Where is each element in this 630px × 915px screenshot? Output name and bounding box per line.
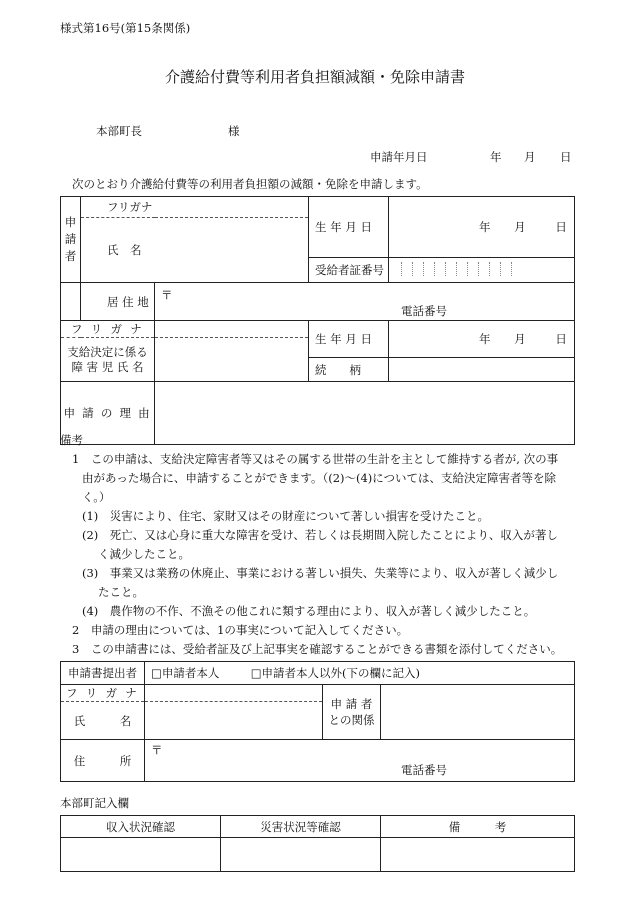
note-1b: 由があった場合に、申請することができます。（(2)～(4)については、支給決定障害者等を除 [82,471,557,485]
application-date-label: 申請年月日 [370,150,428,164]
office-table [60,815,575,872]
option-other-checkbox[interactable]: □申請者本人以外(下の欄に記入) [250,666,421,680]
applicant-table [60,196,575,445]
office-col-remarks: 備 考 [381,816,575,838]
applicant-furigana-field[interactable] [155,197,309,218]
office-col-disaster: 災害状況等確認 [221,816,381,838]
submitter-furigana-field[interactable] [145,685,323,702]
applicant-phone-label: 電話番号 [401,304,447,318]
submitter-address-field[interactable] [145,740,575,782]
office-col-income: 収入状況確認 [61,816,221,838]
date-month: 月 [524,150,536,164]
office-heading: 本部町記入欄 [60,796,129,810]
note-p2b: く減少したこと。 [98,547,190,561]
option-self-checkbox[interactable]: □申請者本人 [151,666,220,680]
addressee: 本部町長 [96,124,142,138]
note-p3b: たこと。 [98,585,144,599]
relation-label: 申 請 者 との関係 [323,685,381,740]
relation-field[interactable] [381,685,575,740]
note-p3a: (3) 事業又は業務の休廃止、事業における著しい損失、失業等により、収入が著しく減少し [82,566,559,580]
applicant-address-label: 居 住 地 [81,283,155,321]
child-furigana-label: フ リ ガ ナ [61,321,155,338]
reason-field[interactable] [155,382,575,445]
note-p4: (4) 農作物の不作、不漁その他これに類する理由により、収入が著しく減少したこと。 [82,604,536,618]
applicant-name-field[interactable] [155,218,309,283]
note-1c: く。） [82,490,111,504]
child-relation-field[interactable] [389,358,575,382]
cert-number-field[interactable] [389,258,575,283]
note-p1: (1) 災害により、住宅、家財又はその財産について著しい損害を受けたこと。 [82,509,490,523]
applicant-birth-label: 生 年 月 日 [309,197,389,258]
submitter-furigana-label: フ リ ガ ナ [61,685,145,702]
child-name-field[interactable] [155,338,309,382]
note-2: 2 申請の理由については、1の事実について記入してください。 [72,623,409,637]
form-number: 様式第16号(第15条関係) [60,21,191,35]
reason-label: 申 請 の 理 由 [61,382,155,445]
page-title: 介護給付費等利用者負担額減額・免除申請書 [164,68,465,86]
submitter-address-label: 住 所 [61,740,145,782]
applicant-birth-field[interactable]: 年 月 日 [389,197,575,258]
office-disaster-field[interactable] [221,838,381,872]
applicant-address-field[interactable] [155,283,575,321]
note-3: 3 この申請書には、受給者証及び上記事実を確認することができる書類を添付してください。 [72,642,563,656]
date-year: 年 [490,150,502,164]
addressee-honorific: 様 [228,124,240,138]
office-remarks-field[interactable] [381,838,575,872]
intro-text: 次のとおり介護給付費等の利用者負担額の減額・免除を申請します。 [72,177,428,191]
notes-heading: 備考 [60,433,83,447]
child-furigana-field[interactable] [155,321,309,338]
child-birth-field[interactable]: 年 月 日 [389,321,575,358]
cert-number-label: 受給者証番号 [309,258,389,283]
applicant-name-label: 氏 名 [81,218,155,283]
submitter-phone-label: 電話番号 [401,763,447,777]
submitter-options [145,662,575,685]
submitter-table [60,661,575,782]
applicant-group-label: 申 請 者 [61,197,81,283]
date-day: 日 [560,150,572,164]
submitter-label: 申請書提出者 [61,662,145,685]
submitter-name-field[interactable] [145,702,323,740]
postal-mark: 〒 [161,288,173,302]
note-p2a: (2) 死亡、又は心身に重大な障害を受け、若しくは長期間入院したことにより、収入が著し [82,528,558,542]
submitter-name-label: 氏 名 [61,702,145,740]
note-1a: 1 この申請は、支給決定障害者等又はその属する世帯の生計を主として維持する者が, 次の事 [72,452,559,466]
submitter-postal-mark: 〒 [151,743,163,757]
office-income-field[interactable] [61,838,221,872]
child-relation-label: 続 柄 [309,358,389,382]
child-name-label: 支給決定に係る 障 害 児 氏 名 [61,338,155,382]
applicant-furigana-label: フリガナ [81,197,155,218]
child-birth-label: 生 年 月 日 [309,321,389,358]
